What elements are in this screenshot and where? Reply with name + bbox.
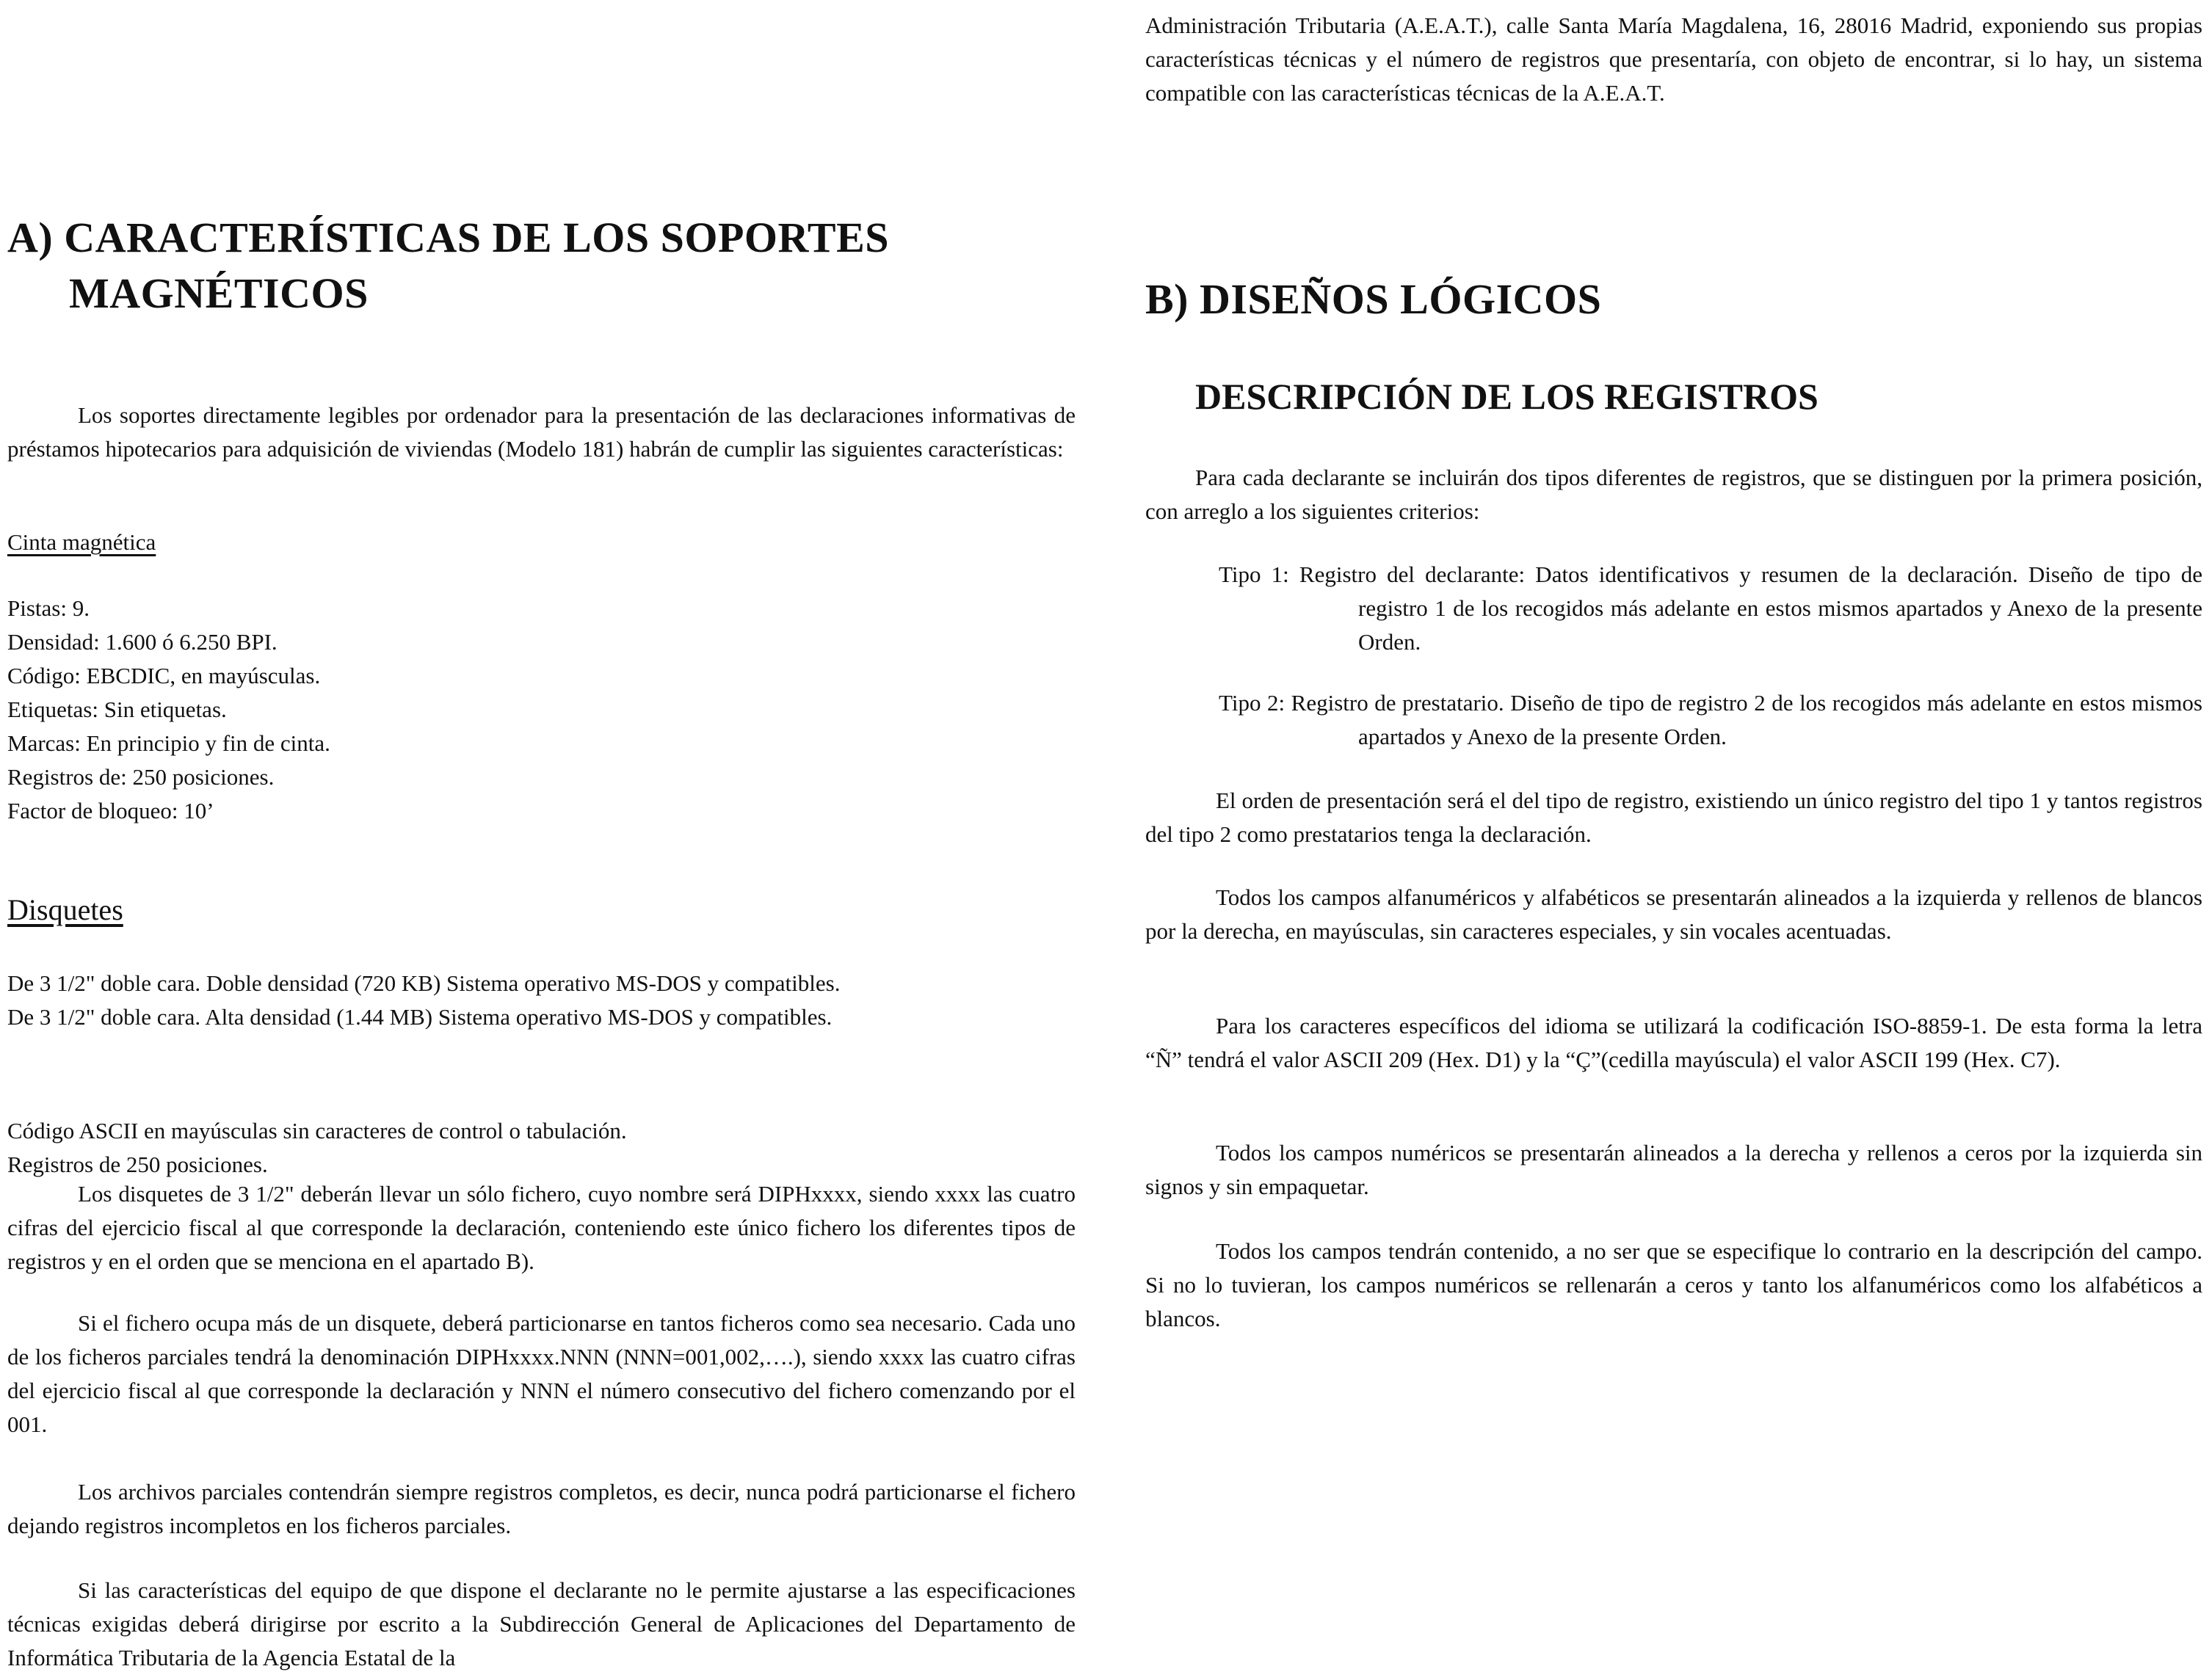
heading-descripcion-registros: DESCRIPCIÓN DE LOS REGISTROS — [1195, 376, 1818, 417]
parciales-paragraph: Los archivos parciales contendrán siempre registros completos, es decir, nunca podrá particionarse el fichero dejando registros incompletos en los ficheros parciales. — [7, 1479, 1076, 1538]
fichero-paragraph: Los disquetes de 3 1/2" deberán llevar un sólo fichero, cuyo nombre será DIPHxxxx, siendo xxxx las cuatro cifras del ejercicio fiscal al que corresponde la declaración, conteniendo este único fichero los diferentes tipos de registros y en el orden que se menciona en el apartado B). — [7, 1181, 1076, 1274]
cinta-specs-list — [7, 592, 1076, 828]
orden-paragraph: El orden de presentación será el del tipo de registro, existiendo un único registro del tipo 1 y tantos registros del tipo 2 como prestatarios tenga la declaración. — [1145, 788, 2202, 847]
spec-item: De 3 1/2" doble cara. Doble densidad (720 KB) Sistema operativo MS-DOS y compatibles. — [7, 970, 841, 996]
disquetes-specs-list — [7, 967, 1076, 1034]
spec-item: Código ASCII en mayúsculas sin caracteres de control o tabulación. — [7, 1118, 627, 1143]
heading-a-line1: A) CARACTERÍSTICAS DE LOS SOPORTES — [7, 214, 890, 261]
numericos-paragraph: Todos los campos numéricos se presentarán alineados a la derecha y rellenos a ceros por la izquierda sin signos y sin empaquetar. — [1145, 1140, 2202, 1199]
tipos-paragraph: Para cada declarante se incluirán dos tipos diferentes de registros, que se distinguen por la primera posición, con arreglo a los siguientes criterios: — [1145, 465, 2202, 524]
spec-item: Registros de 250 posiciones. — [7, 1152, 268, 1177]
tipo1-item: Tipo 1: Registro del declarante: Datos identificativos y resumen de la declaración. Diseño de tipo de registro 1 de los recogidos más adelante en estos mismos apartados y Anexo de la presente Orden. — [1219, 561, 2202, 655]
spec-item: Pistas: 9. — [7, 595, 90, 621]
alfanumericos-paragraph: Todos los campos alfanuméricos y alfabéticos se presentarán alineados a la izquierda y rellenos de blancos por la derecha, en mayúsculas, sin caracteres especiales, y sin vocales acentuadas. — [1145, 884, 2202, 944]
spec-item: De 3 1/2" doble cara. Alta densidad (1.44 MB) Sistema operativo MS-DOS y compatibles. — [7, 1004, 833, 1030]
equipo-paragraph: Si las características del equipo de que dispone el declarante no le permite ajustarse a las especificaciones técnicas exigidas deberá dirigirse por escrito a la Subdirección General de Aplicaciones del Departamento de Informática Tributaria de la Agencia Estatal de la — [7, 1577, 1076, 1670]
continuation-paragraph: Administración Tributaria (A.E.A.T.), calle Santa María Magdalena, 16, 28016 Madrid, exponiendo sus propias características técnicas y el número de registros que presentaría, con objeto de encontrar, si lo hay, un sistema compatible con las características técnicas de la A.E.A.T. — [1145, 12, 2202, 106]
heading-disenos-logicos: B) DISEÑOS LÓGICOS — [1145, 275, 1602, 323]
heading-soportes-magneticos — [7, 210, 1076, 321]
heading-a-line2: MAGNÉTICOS — [69, 269, 369, 317]
spec-item: Densidad: 1.600 ó 6.250 BPI. — [7, 629, 278, 655]
cinta-magnetica-label: Cinta magnética — [7, 529, 156, 555]
spec-item: Marcas: En principio y fin de cinta. — [7, 730, 330, 756]
iso-paragraph: Para los caracteres específicos del idioma se utilizará la codificación ISO-8859-1. De esta forma la letra “Ñ” tendrá el valor ASCII 209 (Hex. D1) y la “Ç”(cedilla mayúscula) el valor ASCII 199 (Hex. C7). — [1145, 1013, 2202, 1072]
contenido-paragraph: Todos los campos tendrán contenido, a no ser que se especifique lo contrario en la descripción del campo. Si no lo tuvieran, los campos numéricos se rellenarán a ceros y tanto los alfanuméricos como los alfabéticos a blancos. — [1145, 1238, 2202, 1331]
codigo-specs-list — [7, 1114, 1076, 1182]
spec-item: Factor de bloqueo: 10’ — [7, 798, 214, 823]
spec-item: Registros de: 250 posiciones. — [7, 764, 275, 790]
spec-item: Etiquetas: Sin etiquetas. — [7, 697, 227, 722]
tipo2-item: Tipo 2: Registro de prestatario. Diseño de tipo de registro 2 de los recogidos más adelante en estos mismos apartados y Anexo de la presente Orden. — [1219, 690, 2202, 749]
particion-paragraph: Si el fichero ocupa más de un disquete, deberá particionarse en tantos ficheros como sea necesario. Cada uno de los ficheros parciales tendrá la denominación DIPHxxxx.NNN (NNN=001,002,….), siendo xxxx las cuatro cifras del ejercicio fiscal al que corresponde la declaración y NNN el número consecutivo del fichero comenzando por el 001. — [7, 1310, 1076, 1437]
spec-item: Código: EBCDIC, en mayúsculas. — [7, 663, 321, 688]
intro-paragraph: Los soportes directamente legibles por ordenador para la presentación de las declaraciones informativas de préstamos hipotecarios para adquisición de viviendas (Modelo 181) habrán de cumplir las siguientes características: — [7, 402, 1076, 462]
disquetes-heading: Disquetes — [7, 893, 123, 926]
